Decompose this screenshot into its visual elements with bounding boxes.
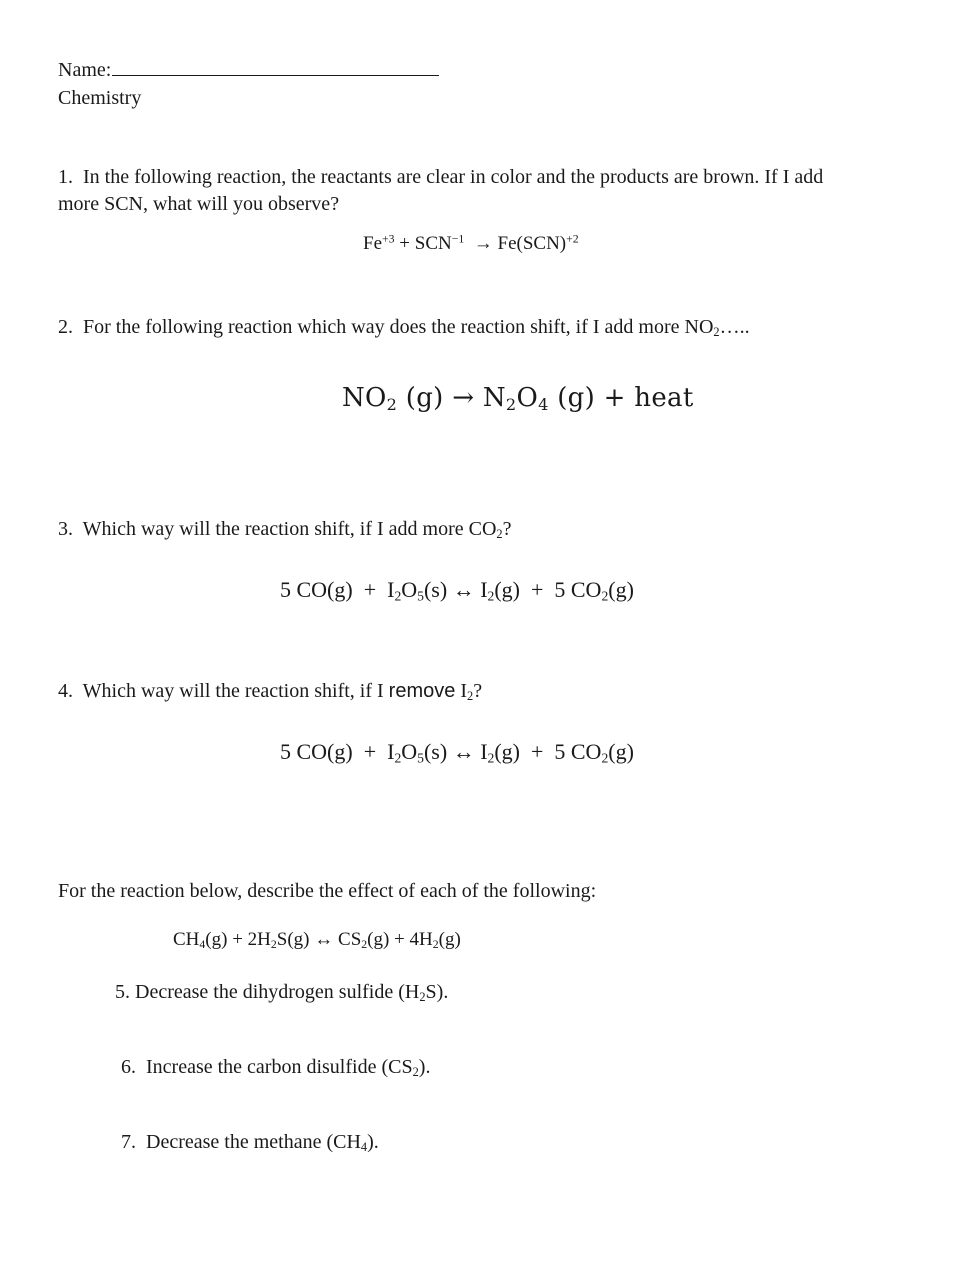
eq3-left-3: (s) [423, 577, 453, 602]
eq4-left-2: O [401, 739, 418, 764]
question-7-number: 7. [121, 1131, 136, 1153]
eq1-reactant-1-charge: +3 [382, 232, 395, 246]
eq3-right-1-subscript: 2 [487, 588, 495, 604]
eq1-reactant-1: Fe [363, 233, 382, 254]
eq3-right-1: I [474, 577, 488, 602]
eq3-left-2-subscript: 5 [417, 588, 424, 604]
question-3-text [58, 516, 512, 543]
name-blank-line [112, 74, 439, 76]
question-4-tail: ? [473, 680, 483, 702]
question-5 [115, 979, 448, 1006]
eq1-product: Fe(SCN) [497, 233, 567, 254]
eq4-right-1: I [474, 739, 488, 764]
question-4-number: 4. [58, 680, 73, 702]
question-5-number: 5. [115, 981, 130, 1003]
question-6-number: 6. [121, 1056, 136, 1078]
question-7-text: Decrease the methane (CH [146, 1131, 361, 1153]
name-field [58, 57, 439, 83]
eq4-left-1: 5 CO(g) + I [280, 739, 395, 764]
question-4-iodine: I [455, 680, 468, 702]
eq1-plus: + [399, 233, 410, 254]
question-3-number: 3. [58, 518, 73, 540]
question-4-subscript: 2 [467, 689, 474, 704]
question-7 [121, 1129, 379, 1156]
eqs-cs2-subscript: 2 [361, 937, 368, 951]
eq2-reactant-subscript: 2 [386, 395, 398, 415]
eq1-product-charge: +2 [566, 232, 579, 246]
eq2-product-o: O [516, 383, 539, 413]
eqs-h2-subscript: 2 [432, 937, 439, 951]
eq2-product-n-subscript: 2 [505, 395, 517, 415]
eq2-product-n: N [474, 383, 506, 413]
question-7-subscript: 4 [360, 1140, 368, 1155]
subject-heading: Chemistry [58, 87, 142, 109]
eq3-left-1-subscript: 2 [394, 588, 402, 604]
eq4-right-3: (g) [608, 739, 634, 764]
eq3-left-2: O [401, 577, 418, 602]
question-3-subscript: 2 [496, 527, 503, 542]
question-5-tail: S). [425, 981, 449, 1003]
eq1-arrow: → [473, 233, 493, 254]
question-4-equation [280, 739, 634, 765]
question-1-text-line-2: more SCN, what will you observe? [58, 193, 340, 215]
question-6-tail: ). [418, 1056, 431, 1078]
eq4-left-1-subscript: 2 [394, 750, 402, 766]
eq4-right-1-subscript: 2 [487, 750, 495, 766]
question-3-tail: ? [502, 518, 512, 540]
question-6-text: Increase the carbon disulfide (CS [146, 1056, 413, 1078]
eq2-arrow: → [452, 383, 475, 413]
eqs-cs2: CS [333, 929, 362, 950]
question-2-equation [342, 383, 694, 413]
eqs-methane: CH [173, 929, 200, 950]
eq3-right-2: (g) + 5 CO [494, 577, 602, 602]
eq4-left-2-subscript: 5 [417, 750, 424, 766]
eqs-arrow: ↔ [314, 929, 334, 950]
question-6 [121, 1054, 430, 1081]
eqs-h2s-state: S(g) [276, 929, 315, 950]
eq3-arrow: ↔ [452, 577, 475, 602]
section-equation [173, 929, 461, 951]
eq4-arrow: ↔ [452, 739, 475, 764]
question-1-number: 1. [58, 166, 73, 188]
eq4-right-2: (g) + 5 CO [494, 739, 602, 764]
section-intro: For the reaction below, describe the effect of each of the following: [58, 880, 597, 902]
eq2-reactant: NO [342, 383, 387, 413]
eq3-right-2-subscript: 2 [601, 588, 609, 604]
question-5-text: Decrease the dihydrogen sulfide (H [135, 981, 420, 1003]
question-7-tail: ). [367, 1131, 379, 1153]
eq2-product-state-heat: (g) + heat [548, 383, 694, 413]
eqs-methane-subscript: 4 [199, 937, 206, 951]
eq2-product-o-subscript: 4 [538, 395, 549, 415]
eq3-left-1: 5 CO(g) + I [280, 577, 395, 602]
question-3-equation [280, 577, 634, 603]
eq1-reactant-2-charge: −1 [451, 232, 465, 246]
question-1-text-line-1: In the following reaction, the reactants are clear in color and the products are brown. If I add [83, 166, 824, 188]
name-label: Name: [58, 59, 112, 81]
question-2-text [58, 314, 750, 341]
question-2-ellipsis: ….. [719, 316, 750, 338]
question-2-subscript: 2 [713, 325, 720, 340]
question-2-number: 2. [58, 316, 73, 338]
question-1-line-1 [58, 164, 823, 191]
question-5-subscript: 2 [419, 990, 426, 1005]
question-2-text-main: For the following reaction which way does the reaction shift, if I add more NO [83, 316, 714, 338]
eq2-reactant-state: (g) [397, 383, 453, 413]
eq3-right-3: (g) [608, 577, 634, 602]
question-6-subscript: 2 [412, 1065, 419, 1080]
eq4-left-3: (s) [423, 739, 453, 764]
question-4-text-main: Which way will the reaction shift, if I [82, 680, 389, 702]
eqs-plus-h2: (g) + 4H [367, 929, 433, 950]
eq1-reactant-2: SCN [414, 233, 452, 254]
eq4-right-2-subscript: 2 [601, 750, 609, 766]
question-1-equation [363, 233, 579, 255]
eqs-h2s-subscript: 2 [270, 937, 277, 951]
question-4-remove-word: remove [388, 680, 456, 702]
question-4-text [58, 678, 482, 705]
question-3-text-main: Which way will the reaction shift, if I add more CO [82, 518, 497, 540]
eqs-plus-h2s: (g) + 2H [205, 929, 271, 950]
eqs-h2-state: (g) [438, 929, 461, 950]
